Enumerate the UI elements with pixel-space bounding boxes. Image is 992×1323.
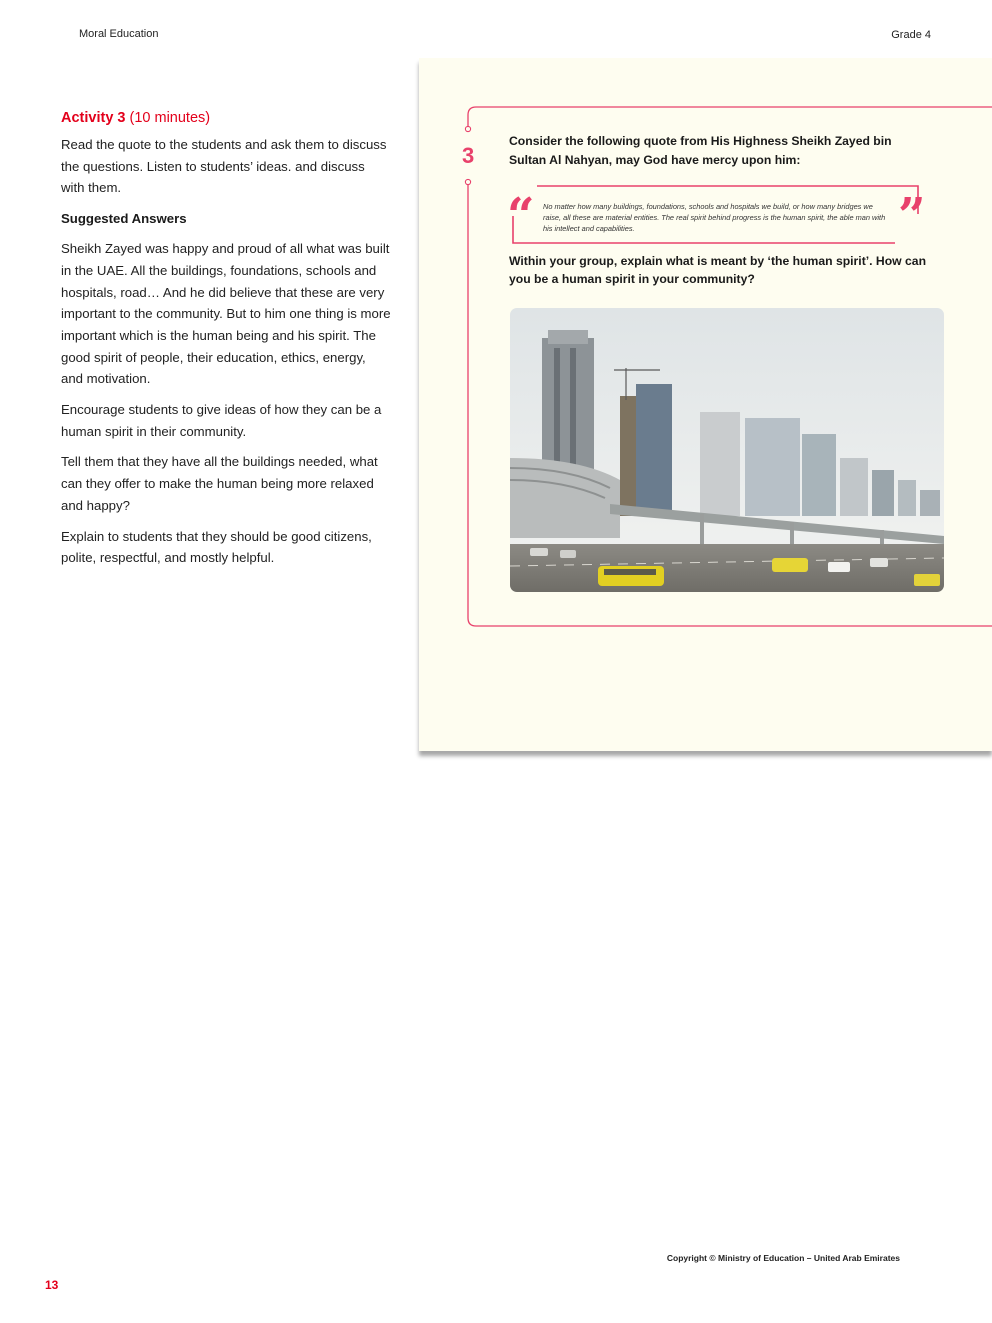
step-number: 3 [462,143,475,168]
answer-paragraph: Encourage students to give ideas of how they can be a human spirit in their community. [61,402,382,439]
city-skyline-photo [510,308,944,592]
activity-prompt: Consider the following quote from His Highness Sheikh Zayed bin Sultan Al Nahyan, may God have mercy upon him: [509,134,892,167]
zayed-quote: No matter how many buildings, foundations, schools and hospitals we build, or how many bridges we raise, all these are material entities. The real spirit behind progress is the human spirit, the able man with his intellect and capabilities. [543,202,886,233]
discussion-question: Within your group, explain what is meant by ‘the human spirit’. How can you be a human spirit in your community? [509,254,927,286]
page-number: 13 [45,1278,59,1292]
copyright-notice: Copyright © Ministry of Education – United Arab Emirates [666,1253,900,1263]
activity-label: Activity 3 [61,110,126,126]
answer-paragraph: Sheikh Zayed was happy and proud of all what was built in the UAE. All the buildings, foundations, schools and hospitals, road… And he did believe that these are very important to the community. But to him one thing is more important which is the human being and his spirit. The good spirit of people, their education, ethics, energy, and motivation. [61,241,391,387]
activity-intro: Read the quote to the students and ask them to discuss the questions. Listen to students’ ideas. and discuss with them. [61,137,387,196]
activity-duration: (10 minutes) [129,110,211,126]
close-quote-icon: ” [898,188,926,244]
answer-paragraph: Explain to students that they should be good citizens, polite, respectful, and mostly helpful. [61,528,372,566]
open-quote-icon: “ [507,188,535,244]
answer-paragraph: Tell them that they have all the buildings needed, what can they offer to make the human being more relaxed and happy? [61,454,378,513]
suggested-answers-heading: Suggested Answers [61,211,187,227]
running-header-grade: Grade 4 [891,29,931,41]
running-header-subject: Moral Education [79,28,159,40]
